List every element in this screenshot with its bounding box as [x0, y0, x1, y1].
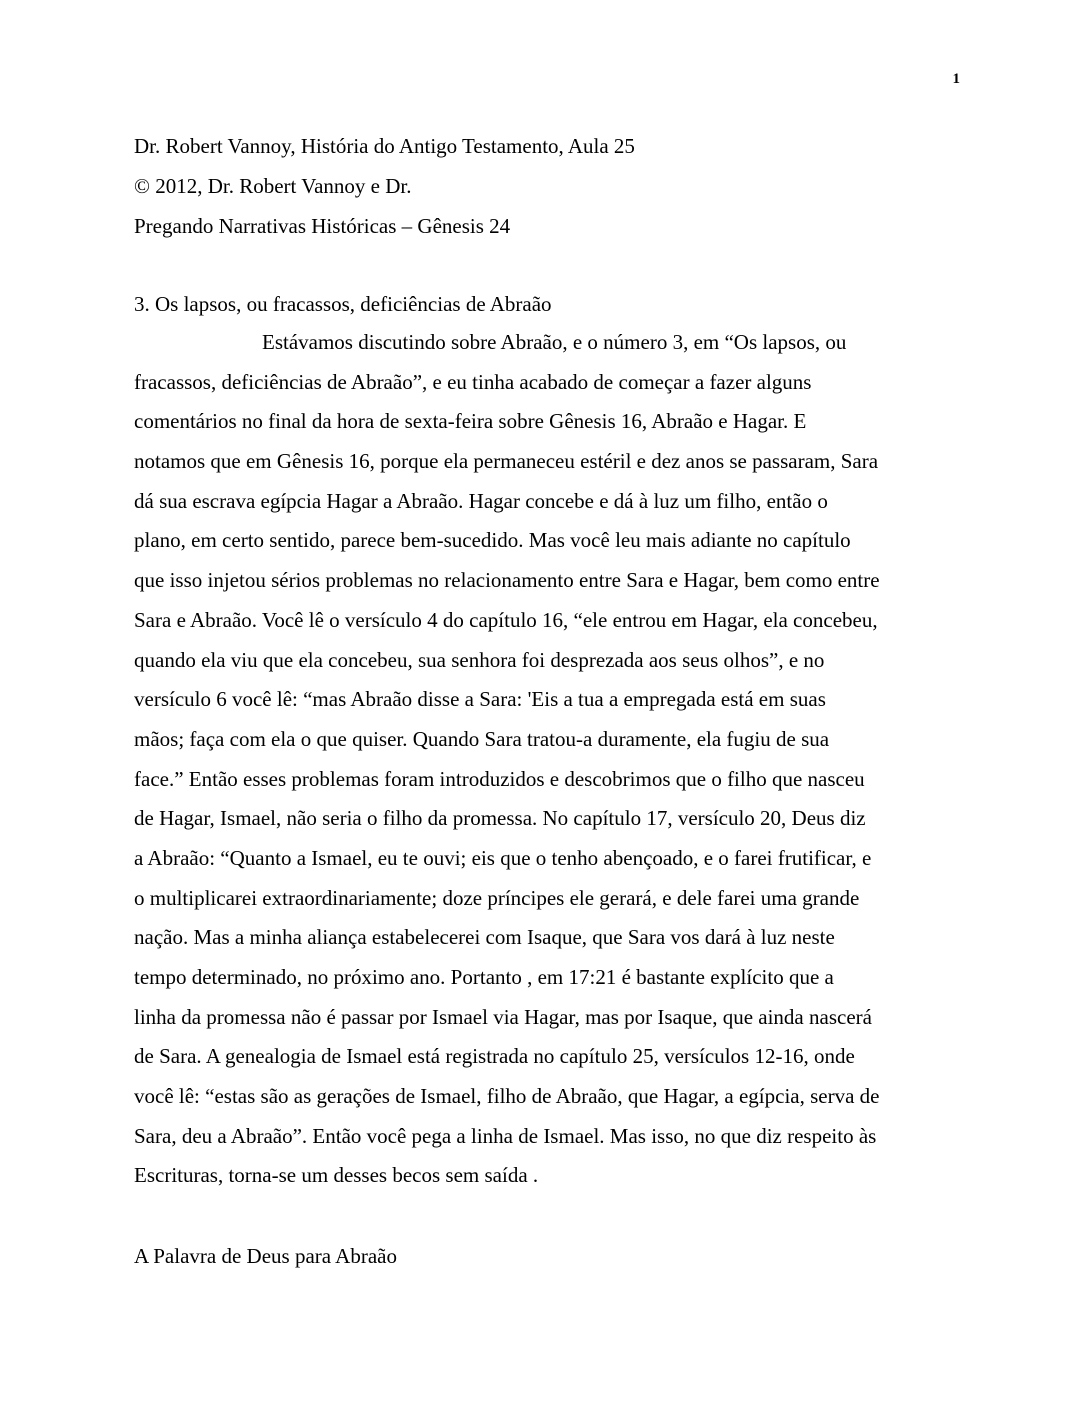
paragraph-line: linha da promessa não é passar por Ismael via Hagar, mas por Isaque, que ainda nascerá [134, 1004, 872, 1029]
paragraph-line: que isso injetou sérios problemas no relacionamento entre Sara e Hagar, bem como entre [134, 568, 880, 593]
paragraph-line: mãos; faça com ela o que quiser. Quando Sara tratou-a duramente, ela fugiu de sua [134, 726, 830, 751]
next-section-heading: A Palavra de Deus para Abraão [134, 1244, 397, 1268]
paragraph-line: tempo determinado, no próximo ano. Portanto , em 17:21 é bastante explícito que a [134, 965, 834, 989]
paragraph-line: face.” Então esses problemas foram introduzidos e descobrimos que o filho que nasceu [134, 766, 865, 791]
lecture-subtitle: Pregando Narrativas Históricas – Gênesis 24 [134, 214, 511, 238]
paragraph-line: de Hagar, Ismael, não seria o filho da promessa. No capítulo 17, versículo 20, Deus diz [134, 806, 866, 831]
paragraph-line: fracassos, deficiências de Abraão”, e eu tinha acabado de começar a fazer alguns [134, 369, 812, 394]
paragraph-line: notamos que em Gênesis 16, porque ela permaneceu estéril e dez anos se passaram, Sara [134, 449, 879, 474]
paragraph-line: a Abraão: “Quanto a Ismael, eu te ouvi; eis que o tenho abençoado, e o farei frutificar, e [134, 845, 872, 870]
page-number: 1 [952, 71, 960, 87]
body-paragraph [134, 323, 964, 1196]
paragraph-line: você lê: “estas são as gerações de Ismael, filho de Abraão, que Hagar, a egípcia, serva de [134, 1084, 880, 1109]
paragraph-line: Escrituras, torna-se um desses becos sem saída . [134, 1163, 539, 1188]
section-heading: 3. Os lapsos, ou fracassos, deficiências de Abraão [134, 292, 552, 316]
paragraph-line: dá sua escrava egípcia Hagar a Abraão. Hagar concebe e dá à luz um filho, então o [134, 488, 828, 513]
paragraph-line: Estávamos discutindo sobre Abraão, e o número 3, em “Os lapsos, ou [262, 330, 847, 354]
paragraph-line: comentários no final da hora de sexta-feira sobre Gênesis 16, Abraão e Hagar. E [134, 409, 807, 434]
paragraph-line: versículo 6 você lê: “mas Abraão disse a Sara: 'Eis a tua a empregada está em suas [134, 687, 826, 712]
paragraph-line: o multiplicarei extraordinariamente; doze príncipes ele gerará, e dele farei uma grande [134, 885, 860, 910]
paragraph-line: quando ela viu que ela concebeu, sua senhora foi desprezada aos seus olhos”, e no [134, 647, 825, 672]
paragraph-line: nação. Mas a minha aliança estabelecerei com Isaque, que Sara vos dará à luz neste [134, 925, 835, 950]
paragraph-line: Sara, deu a Abraão”. Então você pega a linha de Ismael. Mas isso, no que diz respeito às [134, 1123, 877, 1148]
paragraph-line: Sara e Abraão. Você lê o versículo 4 do capítulo 16, “ele entrou em Hagar, ela concebeu, [134, 607, 878, 632]
document-header [134, 126, 964, 246]
paragraph-line: plano, em certo sentido, parece bem-sucedido. Mas você leu mais adiante no capítulo [134, 528, 851, 553]
paragraph-line: de Sara. A genealogia de Ismael está registrada no capítulo 25, versículos 12-16, onde [134, 1044, 855, 1069]
lecture-title: Dr. Robert Vannoy, História do Antigo Testamento, Aula 25 [134, 134, 635, 158]
copyright-line: © 2012, Dr. Robert Vannoy e Dr. [134, 174, 412, 198]
